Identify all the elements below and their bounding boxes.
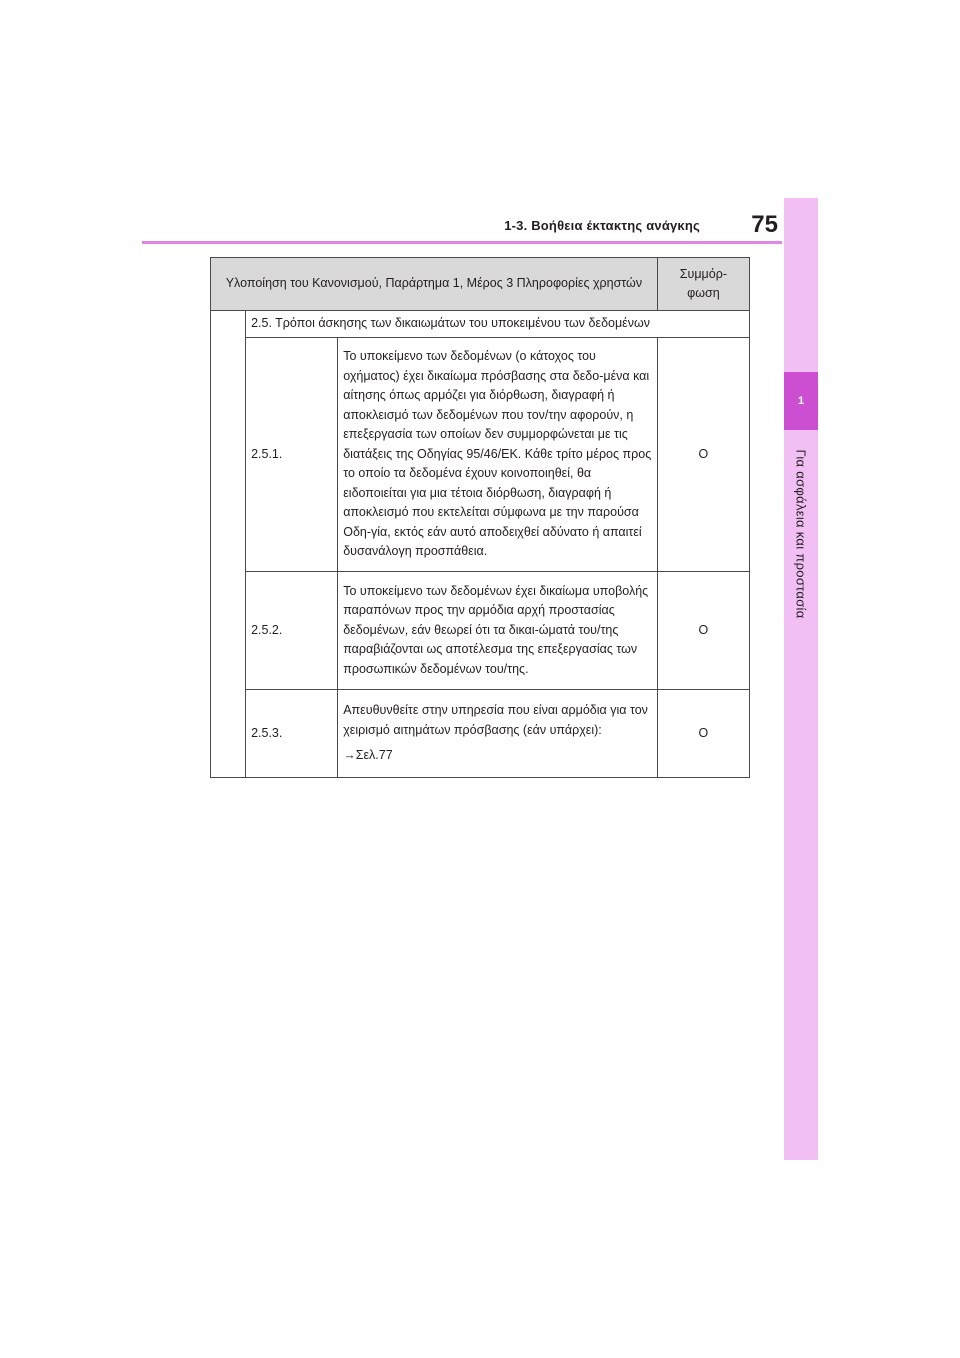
header-rule [142, 241, 782, 244]
table-row [211, 338, 750, 572]
row-compliance-mark: O [657, 572, 749, 690]
indent-cell [211, 311, 246, 778]
page-reference-link[interactable]: →Σελ.77 [343, 748, 393, 763]
row-number: 2.5.3. [246, 690, 338, 778]
side-tab [784, 198, 818, 1160]
row-number: 2.5.1. [246, 338, 338, 572]
table-row [211, 572, 750, 690]
row-text: Το υποκείμενο των δεδομένων (ο κάτοχος του οχήματος) έχει δικαίωμα πρόσβασης στα δεδο-μένα και αίτησης όπως αρμόζει για διόρθωση, διαγραφή ή αποκλεισμό των δεδομένων που τον/την αφορούν, η επεξεργασία των οποίων δεν συμμορφώνεται με τις διατάξεις της Οδηγίας 95/46/ΕΚ. Κάθε τρίτο μέρος προς το οποίο τα δεδομένα έχουν κοινοποιηθεί, θα ειδοποιείται για μια τέτοια διόρθωση, διαγραφή ή αποκλεισμό που εκτελείται σύμφωνα με την παρούσα Οδη-γία, εκτός εάν αυτό αποδειχθεί αδύνατο ή απαιτεί δυσανάλογη προσπάθεια. [338, 338, 658, 572]
table-row-subsection [211, 311, 750, 338]
header-compliance: Συμμόρ-φωση [657, 258, 749, 311]
row-compliance-mark: O [657, 338, 749, 572]
side-tab-label: Για ασφάλεια και προστασία [793, 449, 809, 619]
table-header-row [211, 258, 750, 311]
row-text-cell [338, 690, 658, 778]
row-number: 2.5.2. [246, 572, 338, 690]
section-title: 1-3. Βοήθεια έκτακτης ανάγκης [504, 218, 700, 233]
side-tab-chapter-number: 1 [784, 372, 818, 430]
compliance-table [210, 257, 750, 778]
table-row [211, 690, 750, 778]
row-compliance-mark: O [657, 690, 749, 778]
page-number: 75 [751, 211, 778, 238]
row-text: Το υποκείμενο των δεδομένων έχει δικαίωμα υποβολής παραπόνων προς την αρμόδια αρχή προστασίας δεδομένων, εάν θεωρεί ότι τα δικαι-ώματά του/της παραβιάζονται ως αποτέλεσμα της επεξεργασίας των προσωπικών δεδομένων του/της. [338, 572, 658, 690]
subsection-heading: 2.5. Τρόποι άσκησης των δικαιωμάτων του υποκειμένου των δεδομένων [246, 311, 750, 338]
row-text: Απευθυνθείτε στην υπηρεσία που είναι αρμόδια για τον χειρισμό αιτημάτων πρόσβασης (εάν υπάρχει): [343, 703, 648, 737]
header-main: Υλοποίηση του Κανονισμού, Παράρτημα 1, Μέρος 3 Πληροφορίες χρηστών [211, 258, 658, 311]
